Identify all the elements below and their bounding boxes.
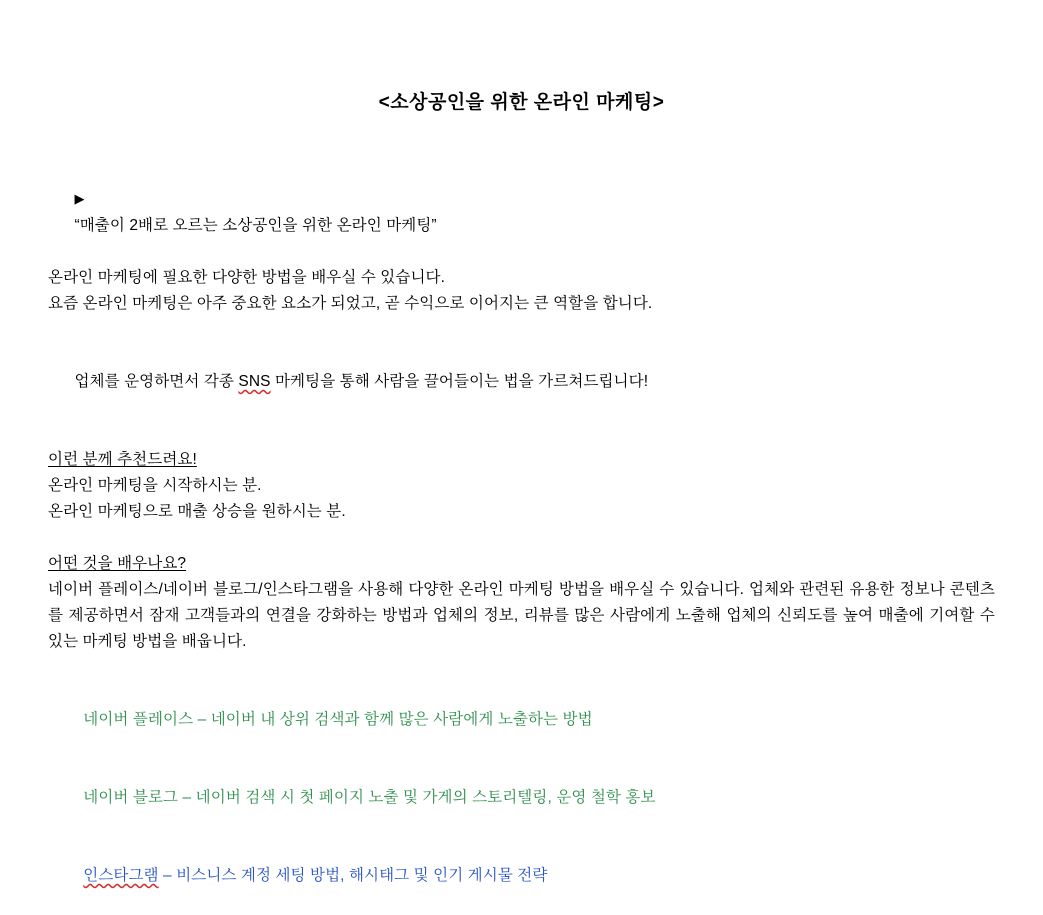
sns-line-after: 마케팅을 통해 사람을 끌어들이는 법을 가르쳐드립니다! (270, 372, 649, 390)
learn-paragraph: 네이버 플레이스/네이버 블로그/인스타그램을 사용해 다양한 온라인 마케팅 방법을 배우실 수 있습니다. 업체와 관련된 유용한 정보나 콘텐츠를 제공하면서 잠재 고객들과의 연결을 강화하는 방법과 업체의 정보, 리뷰를 많은 사람에게 노출해 업체의 신뢰도를 높여 매출에 기여할 수 있는 마케팅 방법을 배웁니다. (48, 580, 996, 650)
channel-description: 비스니스 계정 세팅 방법, 해시태그 및 인기 게시물 전략 (176, 866, 548, 884)
list-item (48, 837, 995, 915)
document-body (48, 160, 995, 915)
channel-name: 네이버 블로그 (83, 788, 179, 806)
intro-quote-text: “매출이 2배로 오르는 소상공인을 위한 온라인 마케팅” (74, 216, 437, 234)
page-title: <소상공인을 위한 온라인 마케팅> (378, 92, 665, 113)
bullet-icon: ▶ (74, 190, 85, 206)
channel-list (48, 681, 995, 915)
recommend-item-1: 온라인 마케팅을 시작하시는 분. (48, 476, 262, 494)
spacer-3 (48, 525, 995, 551)
intro-line-3: 요즘 온라인 마케팅은 아주 중요한 요소가 되었고, 곧 수익으로 이어지는 큰 역할을 합니다. (48, 294, 653, 312)
intro-quote-line (48, 160, 995, 265)
channel-name: 인스타그램 (83, 866, 159, 884)
sns-keyword: SNS (238, 372, 271, 390)
document-page (0, 92, 1043, 884)
intro-line-2: 온라인 마케팅에 필요한 다양한 방법을 배우실 수 있습니다. (48, 268, 446, 286)
channel-description: 네이버 내 상위 검색과 함께 많은 사람에게 노출하는 방법 (210, 710, 593, 728)
sns-line-before: 업체를 운영하면서 각종 (74, 372, 239, 390)
list-item (48, 759, 995, 837)
learn-heading: 어떤 것을 배우나요? (48, 554, 187, 572)
channel-separator: – (193, 710, 211, 728)
channel-name: 네이버 플레이스 (83, 710, 194, 728)
channel-description: 네이버 검색 시 첫 페이지 노출 및 가게의 스토리텔링, 운영 철학 홍보 (195, 788, 656, 806)
list-item (48, 681, 995, 759)
recommend-item-2: 온라인 마케팅으로 매출 상승을 원하시는 분. (48, 502, 346, 520)
channel-separator: – (178, 788, 196, 806)
channel-separator: – (158, 866, 177, 884)
spacer-2 (48, 421, 995, 447)
sns-line (48, 343, 995, 421)
spacer-1 (48, 317, 995, 343)
recommend-heading: 이런 분께 추천드려요! (48, 450, 197, 468)
